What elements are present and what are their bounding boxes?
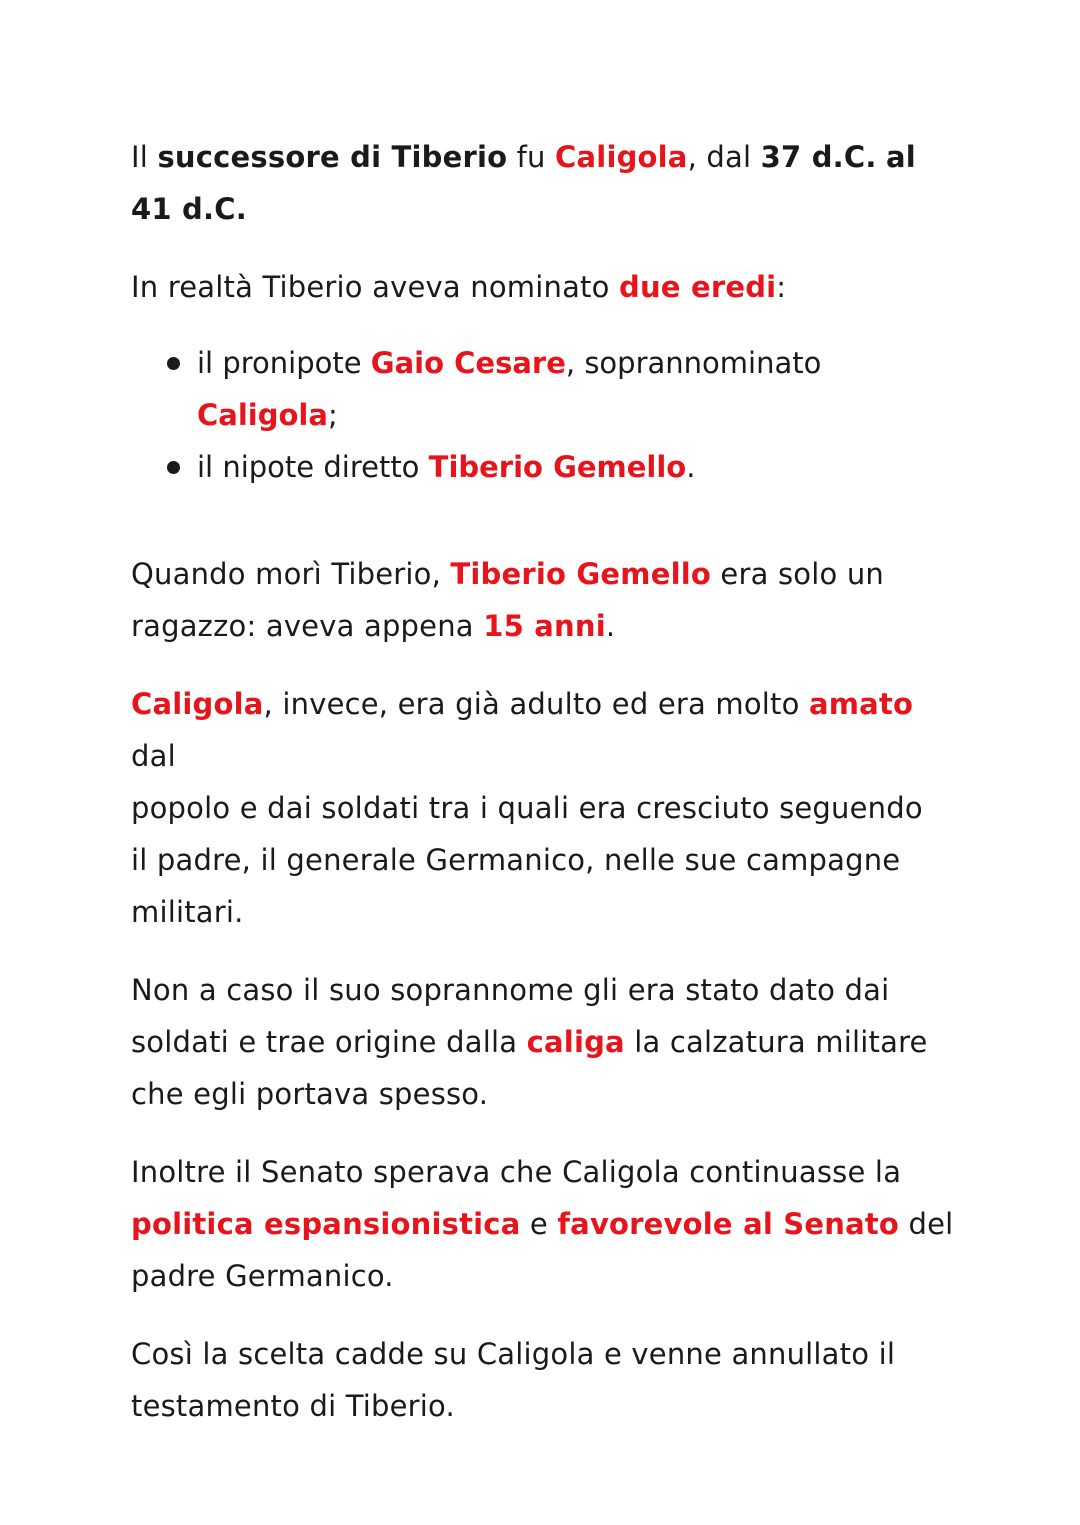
text-line: militari. <box>131 895 244 929</box>
text <box>877 140 886 174</box>
text: soldati e trae origine dalla <box>131 1025 527 1059</box>
text-bold: al <box>886 140 916 174</box>
text-line: Così la scelta cadde su Caligola e venne annullato il <box>131 1337 896 1371</box>
text: Quando morì Tiberio, <box>131 557 451 591</box>
text: fu <box>507 140 556 174</box>
text: la calzatura militare <box>624 1025 928 1059</box>
document-page <box>131 131 961 1432</box>
text-bold: successore di Tiberio <box>157 140 508 174</box>
paragraph-testament <box>131 1328 961 1432</box>
highlight-politica: politica espansionistica <box>131 1207 521 1241</box>
text-line: Non a caso il suo soprannome gli era stato dato dai <box>131 973 890 1007</box>
list-item <box>197 337 961 441</box>
text-line: Inoltre il Senato sperava che Caligola continuasse la <box>131 1155 902 1189</box>
text: Il <box>131 140 158 174</box>
highlight-gaio-cesare: Gaio Cesare <box>370 346 566 380</box>
text: del <box>899 1207 954 1241</box>
text: ragazzo: aveva appena <box>131 609 484 643</box>
text: , dal <box>687 140 761 174</box>
text: : <box>776 270 787 304</box>
paragraph-caligola-adult <box>131 678 961 938</box>
text: e <box>520 1207 558 1241</box>
text: il nipote diretto <box>197 450 429 484</box>
highlight-caligola: Caligola <box>555 140 688 174</box>
text: , invece, era già adulto ed era molto <box>263 687 809 721</box>
highlight-tiberio-gemello: Tiberio Gemello <box>450 557 711 591</box>
heirs-list <box>131 337 961 493</box>
text-line: che egli portava spesso. <box>131 1077 489 1111</box>
highlight-15-anni: 15 anni <box>483 609 606 643</box>
text: . <box>605 609 616 643</box>
highlight-caligola: Caligola <box>131 687 264 721</box>
text: In realtà Tiberio aveva nominato <box>131 270 619 304</box>
highlight-favorevole: favorevole al Senato <box>557 1207 900 1241</box>
text-line: padre Germanico. <box>131 1259 394 1293</box>
text: . <box>686 450 696 484</box>
text-line: popolo e dai soldati tra i quali era cresciuto seguendo <box>131 791 923 825</box>
text: il pronipote <box>197 346 371 380</box>
highlight-caligola: Caligola <box>197 398 328 432</box>
bullet-icon <box>167 461 180 474</box>
text-bold-date: 37 d.C. <box>760 140 877 174</box>
text: ; <box>327 398 338 432</box>
paragraph-gemello <box>131 548 961 652</box>
text-bold-date: 41 d.C. <box>131 192 247 226</box>
paragraph-successor <box>131 131 961 235</box>
list-item <box>197 441 961 493</box>
paragraph-senate <box>131 1146 961 1302</box>
highlight-due-eredi: due eredi <box>618 270 777 304</box>
paragraph-heirs <box>131 261 961 313</box>
text: , soprannominato <box>565 346 822 380</box>
text: era solo un <box>710 557 884 591</box>
highlight-amato: amato <box>809 687 914 721</box>
text-line: testamento di Tiberio. <box>131 1389 455 1423</box>
highlight-caliga: caliga <box>526 1025 625 1059</box>
paragraph-nickname <box>131 964 961 1120</box>
bullet-icon <box>167 357 180 370</box>
highlight-tiberio-gemello: Tiberio Gemello <box>428 450 687 484</box>
text-line: il padre, il generale Germanico, nelle sue campagne <box>131 843 901 877</box>
text: dal <box>131 739 176 773</box>
